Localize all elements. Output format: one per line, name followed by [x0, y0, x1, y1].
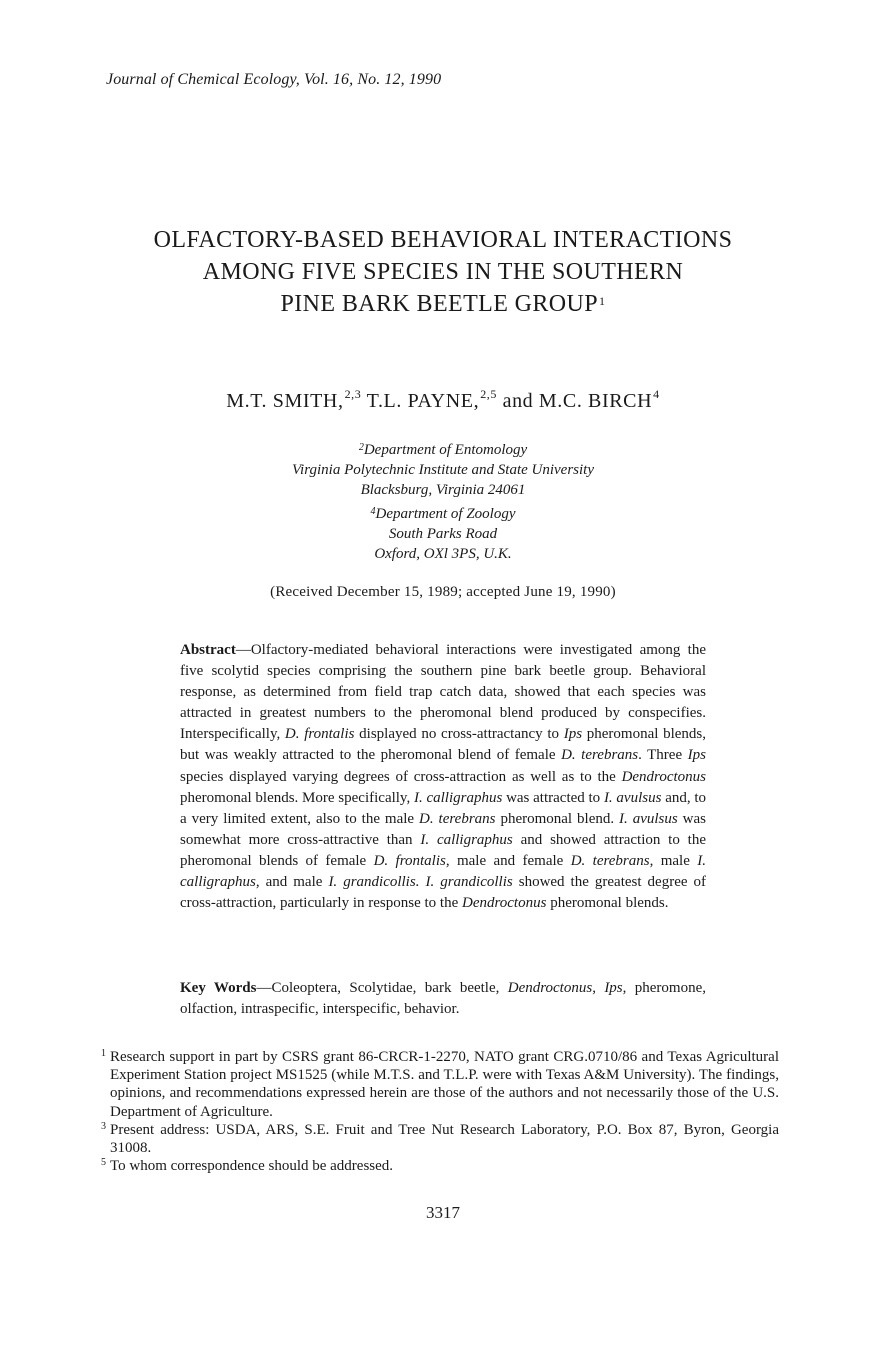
species-name: I. calligraphus [180, 852, 707, 891]
abstract-text: was somewhat more cross-attractive than [180, 810, 707, 848]
abstract-text: species displayed varying degrees of cross-attraction as well as to the [180, 768, 622, 785]
species-name: D. terebrans [419, 810, 496, 827]
affiliation-line [0, 440, 886, 460]
species-name: D. terebrans [561, 747, 639, 764]
footnote-marker: 1 [599, 294, 606, 308]
footnote-marker: 3 [101, 1120, 106, 1132]
species-name: I. avulsus [603, 789, 662, 806]
affiliation-line [0, 504, 886, 524]
footnote-text: Research support in part by CSRS grant 86-CRCR-1-2270, NATO grant CRG.0710/86 and Texas Agricultural Experiment Station project MS1525 (while M.T.S. and T.L.P. were with Texas A&M University). The findings, opinions, and recommendations expressed herein are those of the authors and not necessarily those of the U.S. Department of Agriculture. [110, 1049, 779, 1120]
affiliation-marker: 2 [358, 442, 364, 453]
abstract-text: displayed no cross-attractancy to [354, 726, 564, 743]
species-name: I. grandicollis. I. grandicollis [328, 874, 513, 891]
genus-name: Dendroctonus [507, 980, 593, 996]
affiliation-dept: Department of Zoology [375, 506, 516, 522]
title-line: OLFACTORY-BASED BEHAVIORAL INTERACTIONS [153, 227, 733, 253]
key-words [180, 978, 706, 1020]
abstract-text: and, to a very limited extent, also to the male [180, 789, 707, 827]
footnotes [103, 1048, 779, 1175]
abstract-text: pheromonal blends, but was weakly attracted to the pheromonal blend of female [180, 726, 707, 764]
keywords-text: , [592, 980, 605, 996]
footnote [103, 1121, 779, 1157]
affiliation-block [0, 504, 886, 564]
footnote-text: To whom correspondence should be addressed. [110, 1158, 394, 1175]
genus-name: Ips [563, 726, 583, 743]
author-conjunction: and [502, 390, 534, 412]
footnote-text: Present address: USDA, ARS, S.E. Fruit and Tree Nut Research Laboratory, P.O. Box 87, Byron, Georgia 31008. [110, 1121, 779, 1157]
genus-name: Ips [687, 747, 706, 764]
abstract [180, 640, 706, 914]
author-name: M.C. BIRCH [538, 390, 653, 412]
keywords-text: —Coleoptera, Scolytidae, bark beetle, [256, 980, 508, 996]
abstract-text: —Olfactory-mediated behavioral interactions were investigated among the five scolytid species comprising the southern pine bark beetle group. Behavioral response, as determined from field trap catch data, showed that each species was attracted in greatest numbers to the pheromonal blend produced by conspecifies. Interspecifically, [180, 642, 706, 743]
author-name: T.L. PAYNE, [366, 390, 480, 412]
affiliation-line: Virginia Polytechnic Institute and State University [291, 462, 594, 478]
abstract-text: showed the greatest degree of cross-attraction, particularly in response to the [180, 874, 707, 912]
species-name: I. avulsus [619, 810, 678, 827]
abstract-text: . Three [638, 747, 688, 764]
affiliation-marker: 2,3 [344, 387, 362, 401]
species-name: D. terebrans [570, 852, 650, 869]
footnote-marker: 1 [101, 1048, 106, 1059]
abstract-text: pheromonal blend. [495, 810, 620, 827]
affiliation-marker: 2,5 [480, 387, 497, 401]
abstract-label: Abstract [180, 642, 236, 658]
affiliation-line: Oxford, OXl 3PS, U.K. [374, 546, 512, 562]
genus-name: Dendroctonus [621, 768, 706, 785]
author-list [0, 387, 886, 413]
affiliation-marker: 4 [370, 506, 376, 517]
journal-citation: Journal of Chemical Ecology, Vol. 16, No. 12, 1990 [106, 71, 442, 88]
species-name: I. calligraphus [420, 831, 513, 848]
genus-name: Dendroctonus [462, 895, 547, 912]
footnote [103, 1048, 779, 1121]
page-number: 3317 [426, 1203, 460, 1222]
abstract-text: , male and female [445, 852, 571, 869]
species-name: I. calligraphus [413, 789, 503, 806]
genus-name: Ips [604, 980, 623, 996]
keywords-text: , pheromone, olfaction, intraspecific, interspecific, behavior. [180, 980, 707, 1018]
affiliation-dept: Department of Entomology [363, 442, 528, 458]
affiliation-line: Blacksburg, Virginia 24061 [360, 482, 526, 498]
abstract-text: and showed attraction to the pheromonal blends of female [180, 831, 706, 869]
affiliation-marker: 4 [653, 387, 660, 401]
affiliation-block [0, 440, 886, 500]
author-name: M.T. SMITH, [226, 390, 344, 412]
species-name: D. frontalis [284, 726, 355, 743]
species-name: D. frontalis [373, 852, 446, 869]
affiliation-line: South Parks Road [388, 526, 498, 542]
abstract-text: , male [649, 852, 698, 869]
title-line: AMONG FIVE SPECIES IN THE SOUTHERN [202, 259, 684, 285]
received-dates: (Received December 15, 1989; accepted June 19, 1990) [270, 584, 616, 600]
footnote-marker: 5 [101, 1157, 106, 1169]
abstract-text: , and male [255, 874, 329, 891]
title-line-text: PINE BARK BEETLE GROUP [280, 291, 599, 317]
footnote [103, 1157, 779, 1175]
title-line [0, 288, 886, 320]
keywords-label: Key Words [180, 980, 257, 996]
paper-title [0, 224, 886, 320]
abstract-text: pheromonal blends. More specifically, [180, 789, 414, 806]
abstract-text: pheromonal blends. [546, 895, 669, 912]
abstract-text: was attracted to [502, 789, 604, 806]
